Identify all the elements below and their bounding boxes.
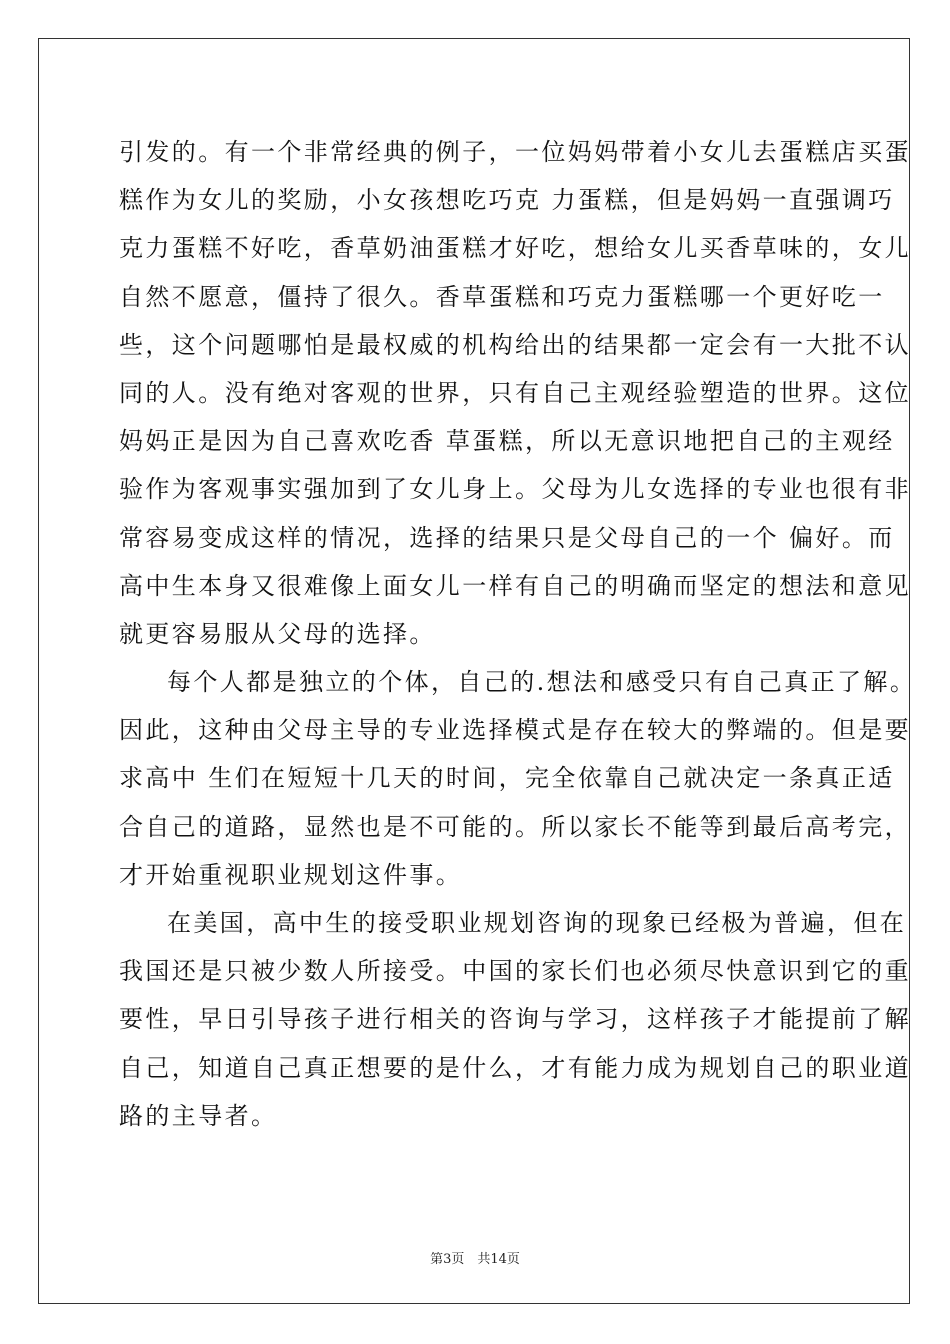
text-line: 常容易变成这样的情况，选择的结果只是父母自己的一个 偏好。而 xyxy=(119,523,895,552)
text-line: 我国还是只被少数人所接受。中国的家长们也必须尽快意识到它的重 xyxy=(119,957,911,986)
text-line: 克力蛋糕不好吃，香草奶油蛋糕才好吃，想给女儿买香草味的，女儿 xyxy=(119,234,911,263)
text-line: 就更容易服从父母的选择。 xyxy=(119,619,436,648)
text-line: 才开始重视职业规划这件事。 xyxy=(119,860,463,889)
text-line: 因此，这种由父母主导的专业选择模式是存在较大的弊端的。但是要 xyxy=(119,716,911,745)
text-line: 自然不愿意，僵持了很久。香草蛋糕和巧克力蛋糕哪一个更好吃一 xyxy=(119,282,885,311)
text-line: 要性，早日引导孩子进行相关的咨询与学习，这样孩子才能提前了解 xyxy=(119,1005,911,1034)
paragraph-start-line: 在美国，高中生的接受职业规划咨询的现象已经极为普遍，但在 xyxy=(167,909,907,937)
text-line: 路的主导者。 xyxy=(119,1101,278,1130)
text-line: 高中生本身又很难像上面女儿一样有自己的明确而坚定的想法和意见 xyxy=(119,571,911,600)
text-line: 自己，知道自己真正想要的是什么，才有能力成为规划自己的职业道 xyxy=(119,1053,911,1082)
text-line: 引发的。有一个非常经典的例子，一位妈妈带着小女儿去蛋糕店买蛋 xyxy=(119,138,911,166)
document-body xyxy=(119,128,917,1140)
text-line: 同的人。没有绝对客观的世界，只有自己主观经验塑造的世界。这位 xyxy=(119,378,911,407)
text-line: 妈妈正是因为自己喜欢吃香 草蛋糕，所以无意识地把自己的主观经 xyxy=(119,427,895,456)
page-number-footer: 第3页 共14页 xyxy=(430,1252,520,1267)
text-line: 糕作为女儿的奖励，小女孩想吃巧克 力蛋糕，但是妈妈一直强调巧 xyxy=(119,186,895,215)
paragraph-start-line: 每个人都是独立的个体，自己的.想法和感受只有自己真正了解。 xyxy=(167,668,917,697)
text-line: 合自己的道路，显然也是不可能的。所以家长不能等到最后高考完， xyxy=(119,812,911,841)
text-line: 求高中 生们在短短十几天的时间，完全依靠自己就决定一条真正适 xyxy=(119,764,895,793)
text-line: 验作为客观事实强加到了女儿身上。父母为儿女选择的专业也很有非 xyxy=(119,475,911,504)
text-line: 些，这个问题哪怕是最权威的机构给出的结果都一定会有一大批不认 xyxy=(119,330,911,359)
